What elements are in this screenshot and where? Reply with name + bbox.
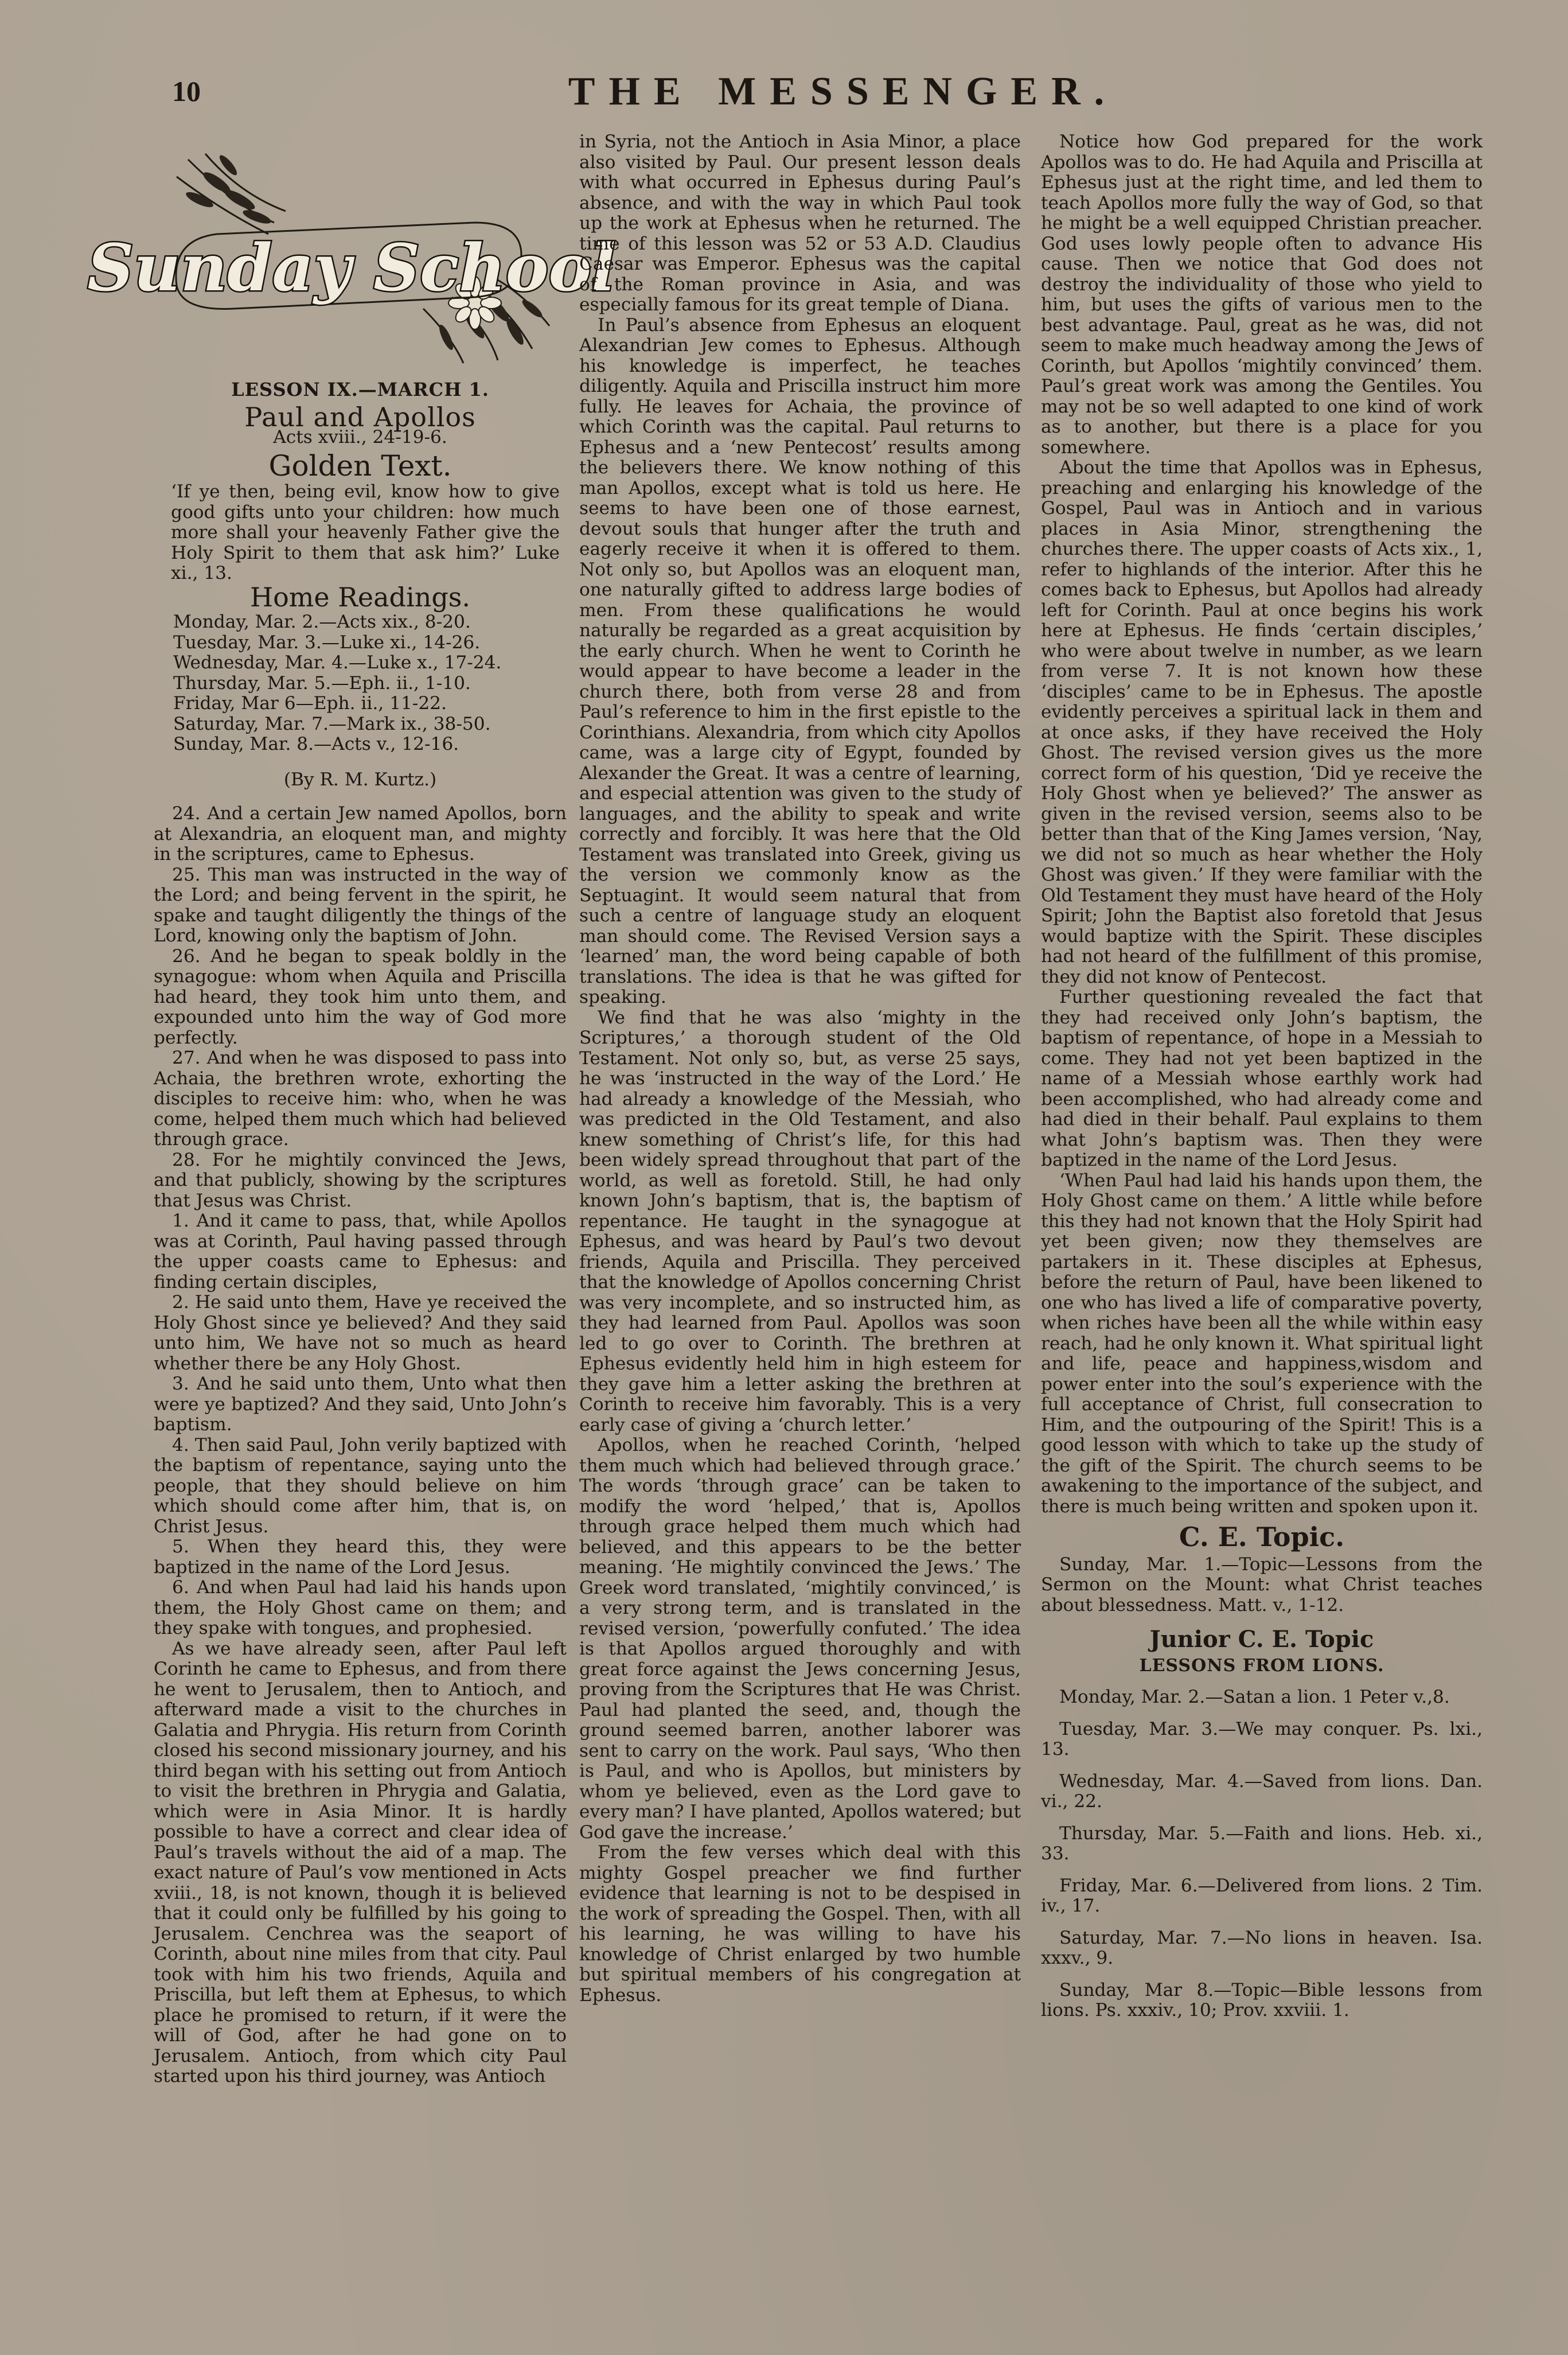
junior-topic-item [1041,1824,1483,1864]
commentary-paragraph: We find that he was also ‘mighty in the Scriptures,’ a thorough student of the Old Testament. Not only so, but, as verse 25 says, he was ‘instructed in the way of the Lord.’ He had already a knowledge of the Messiah, who was predicted in the Old Testament, and also knew something of Christ’s life, for this had been widely spread throughout that part of the world, as well as foretold. Still, he had only known John’s baptism, that is, the baptism of repentance. He taught in the synagogue at Ephesus, and was heard by Paul’s two devout friends, Aquila and Priscilla. They perceived that the knowledge of Apollos concerning Christ was very incomplete, and so instructed him, as they had learned from Paul. Apollos was soon led to go over to Corinth. The brethren at Ephesus evidently held him in high esteem for they gave him a letter asking the brethren at Corinth to receive him favorably. This is a very early case of giving a ‘church letter.’ [579,1007,1021,1435]
junior-topic-text: Saturday, Mar. 7.—No lions in heaven. Isa. xxxv., 9. [1041,1927,1483,1968]
reading-item: Saturday, Mar. 7.—Mark ix., 38-50. [173,713,491,734]
junior-topic-item [1041,1980,1483,2021]
verse-paragraph: 3. And he said unto them, Unto what then were ye baptized? And they said, Unto John’s baptism. [154,1373,567,1435]
reading-item: Tuesday, Mar. 3.—Luke xi., 14-26. [173,632,481,653]
reading-item: Sunday, Mar. 8.—Acts v., 12-16. [173,734,459,754]
lesson-title: Paul and Apollos [244,401,476,433]
reading-item: Monday, Mar. 2.—Acts xix., 8-20. [173,612,471,632]
junior-topic-text: Wednesday, Mar. 4.—Saved from lions. Dan. vi., 22. [1041,1770,1483,1812]
lesson-heading: LESSON IX.—MARCH 1. [231,379,489,400]
reading-item: Friday, Mar 6—Eph. ii., 11-22. [173,693,447,714]
junior-ce-heading: Junior C. E. Topic [1149,1626,1374,1653]
commentary-paragraph: in Syria, not the Antioch in Asia Minor, a place also visited by Paul. Our present lesson deals with what occurred in Ephesus during Paul’s absence, and with the way in which Paul took up the work at Ephesus when he returned. The time of this lesson was 52 or 53 A.D. Claudius Caesar was Emperor. Ephesus was the capital of the Roman province in Asia, and was especially famous for its great temple of Diana. [579,131,1021,315]
lesson-reference: Acts xviii., 24-19-6. [273,427,447,447]
commentary-paragraph: ‘When Paul had laid his hands upon them, the Holy Ghost came on them.’ A little while before this they had not known that the Holy Spirit had yet been given; now they themselves are partakers in it. These disciples at Ephesus, before the return of Paul, have been likened to one who has lived a life of comparative poverty, when riches have been all the while within easy reach, had he only known it. What spiritual light and life, peace and happiness,wisdom and power enter into the soul’s experience with the full acceptance of Christ, full consecration to Him, and the outpouring of the Spirit! This is a good lesson with which to take up the study of the gift of the Spirit. The church seems to be awakening to the importance of the subject, and there is much being written and spoken upon it. [1041,1170,1483,1517]
home-readings-list [154,612,567,755]
junior-ce-subheading: LESSONS FROM LIONS. [1139,1655,1384,1676]
junior-topic-text: Tuesday, Mar. 3.—We may conquer. Ps. lxi., 13. [1041,1718,1483,1760]
commentary-paragraph: In Paul’s absence from Ephesus an eloquent Alexandrian Jew comes to Ephesus. Although his knowledge is imperfect, he teaches diligently. Aquila and Priscilla instruct him more fully. He leaves for Achaia, the province of which Corinth was the capital. Paul returns to Ephesus and a ‘new Pentecost’ results among the believers there. We know nothing of this man Apollos, except what is told us here. He seems to have been one of those earnest, devout souls that hunger after the truth and eagerly receive it when it is offered to them. Not only so, but Apollos was an eloquent man, one naturally gifted to address large bodies of men. From these qualifications he would naturally be regarded as a great acquisition by the early church. When he went to Corinth he would appear to have become a leader in the church there, both from verse 28 and from Paul’s reference to him in the first epistle to the Corinthians. Alexandria, from which city Apollos came, was a large city of Egypt, founded by Alexander the Great. It was a centre of learning, and especial attention was given to the study of languages, and the ability to speak and write correctly and forcibly. It was here that the Old Testament was translated into Greek, giving us the version we commonly know as the Septuagint. It would seem natural that from such a centre of language study an eloquent man should come. The Revised Version says a ‘learned’ man, the word being capable of both translations. The idea is that he was gifted for speaking. [579,314,1021,1007]
junior-topic-item [1041,1687,1483,1708]
byline: (By R. M. Kurtz.) [283,769,437,790]
ce-topic-heading: C. E. Topic. [1179,1521,1345,1552]
verse-paragraph: 1. And it came to pass, that, while Apollos was at Corinth, Paul having passed through the upper coasts came to Ephesus: and finding certain disciples, [154,1210,567,1293]
column-3 [1041,132,1483,2033]
junior-topic-item [1041,1719,1483,1760]
verse-paragraph: 26. And he began to speak boldly in the synagogue: whom when Aquila and Priscilla had heard, they took him unto them, and expounded unto him the way of God more perfectly. [154,945,567,1048]
verse-paragraph: 28. For he mightily convinced the Jews, and that publicly, showing by the scriptures that Jesus was Christ. [154,1149,567,1211]
page-number: 10 [172,75,201,107]
junior-topic-text: Sunday, Mar 8.—Topic—Bible lessons from lions. Ps. xxxiv., 10; Prov. xxviii. 1. [1041,1979,1483,2021]
verse-paragraph: 27. And when he was disposed to pass into Achaia, the brethren wrote, exhorting the disciples to receive him: who, when he was come, helped them much which had believed through grace. [154,1048,567,1150]
column-2 [579,132,1021,2006]
verse-paragraph: 25. This man was instructed in the way of the Lord; and being fervent in the spirit, he spake and taught diligently the things of the Lord, knowing only the baptism of John. [154,864,567,946]
masthead: THE MESSENGER. [568,69,1118,114]
junior-topic-item [1041,1876,1483,1917]
commentary-paragraph: Further questioning revealed the fact that they had received only John’s baptism, the baptism of repentance, of hope in a Messiah to come. They had not yet been baptized in the name of a Messiah whose earthly work had been accomplished, who had already come and had died in their behalf. Paul explains to them what John’s baptism was. Then they were baptized in the name of the Lord Jesus. [1041,987,1483,1170]
verse-paragraph: 24. And a certain Jew named Apollos, born at Alexandria, an eloquent man, and mighty in the scriptures, came to Ephesus. [154,803,567,865]
reading-item: Wednesday, Mar. 4.—Luke x., 17-24. [173,652,502,673]
commentary-paragraph: Apollos, when he reached Corinth, ‘helped them much which had believed through grace.’ The words ‘through grace’ can be taken to modify the word ‘helped,’ that is, Apollos through grace helped them much which had believed, and this appears to be the better meaning. ‘He mightily convinced the Jews.’ The Greek word translated, ‘mightily convinced,’ is a very strong term, and is translated in the revised version, ‘powerfully confuted.’ The idea is that Apollos argued thoroughly and with great force against the Jews concerning Jesus, proving from the Scriptures that He was Christ. Paul had planted the seed, and, though the ground seemed barren, another laborer was sent to carry on the work. Paul says, ‘Who then is Paul, and who is Apollos, but ministers by whom ye believed, even as the Lord gave to every man? I have planted, Apollos watered; but God gave the increase.’ [579,1435,1021,1843]
sunday-school-logo [87,137,616,364]
reading-item: Thursday, Mar. 5.—Eph. ii., 1-10. [173,672,471,694]
home-readings-heading: Home Readings. [249,581,470,613]
junior-topic-item [1041,1928,1483,1969]
verse-paragraph: 4. Then said Paul, John verily baptized with the baptism of repentance, saying unto the people, that they should believe on him which should come after him, that is, on Christ Jesus. [154,1434,567,1537]
junior-topic-text: Friday, Mar. 6.—Delivered from lions. 2 Tim. iv., 17. [1041,1875,1483,1916]
commentary-paragraph: As we have already seen, after Paul left Corinth he came to Ephesus, and from there he went to Jerusalem, then to Antioch, and afterward made a visit to the churches in Galatia and Phrygia. His return from Corinth closed his second missionary journey, and his third began with his setting out from Antioch to visit the brethren in Phrygia and Galatia, which were in Asia Minor. It is hardly possible to have a correct and clear idea of Paul’s travels without the aid of a map. The exact nature of Paul’s vow mentioned in Acts xviii., 18, is not known, though it is believed that it could only be fulfilled by his going to Jerusalem. Cenchrea was the seaport of Corinth, about nine miles from that city. Paul took with him his two friends, Aquila and Priscilla, but left them at Ephesus, to which place he promised to return, if it were the will of God, after he had gone on to Jerusalem. Antioch, from which city Paul started upon his third journey, was Antioch [154,1638,567,2087]
junior-topic-text: Monday, Mar. 2.—Satan a lion. 1 Peter v.,8. [1059,1687,1450,1707]
junior-topic-item [1041,1772,1483,1812]
commentary-paragraph: From the few verses which deal with this mighty Gospel preacher we find further evidence that learning is not to be despised in the work of spreading the Gospel. Then, with all his learning, he was willing to have his knowledge of Christ enlarged by two humble but spiritual members of his congregation at Ephesus. [579,1842,1021,2006]
commentary-paragraph: About the time that Apollos was in Ephesus, preaching and enlarging his knowledge of the Gospel, Paul was in Antioch and in various places in Asia Minor, strengthening the churches there. The upper coasts of Acts xix., 1, refer to highlands of the interior. After this he comes back to Ephesus, but Apollos had already left for Corinth. Paul at once begins his work here at Ephesus. He finds ‘certain disciples,’ who were about twelve in number, as we learn from verse 7. It is not known how these ‘disciples’ came to be in Ephesus. The apostle evidently perceives a spiritual lack in them and at once asks, if they have received the Holy Ghost. The revised version gives us the more correct form of his question, ‘Did ye receive the Holy Ghost when ye believed?’ The answer as given in the revised version, seems also to be better than that of the King James version, ‘Nay, we did not so much as hear whether the Holy Ghost was given.’ If they were familiar with the Old Testament they must have heard of the Holy Spirit; John the Baptist also foretold that Jesus would baptize with the Spirit. These disciples had not heard of the fulfillment of this promise, they did not know of Pentecost. [1041,457,1483,987]
commentary-paragraph: Notice how God prepared for the work Apollos was to do. He had Aquila and Priscilla at Ephesus just at the right time, and led them to teach Apollos more fully the way of God, so that he might be a well equipped Christian preacher. God uses lowly people often to advance His cause. Then we notice that God does not destroy the individuality of those who yield to him, but uses the gifts of various men to the best advantage. Paul, great as he was, did not seem to make much headway among the Jews of Corinth, but Apollos ‘mightily convinced’ them. Paul’s great work was among the Gentiles. You may not be so well adapted to one kind of work as to another, but there is a place for you somewhere. [1041,131,1483,458]
column-1 [87,132,616,2087]
golden-text-heading: Golden Text. [268,449,452,482]
logo-lettering: Sunday School [87,231,616,306]
sunday-school-illustration [87,137,616,364]
verse-paragraph: 5. When they heard this, they were baptized in the name of the Lord Jesus. [154,1536,567,1578]
golden-text: ‘If ye then, being evil, know how to give good gifts unto your children: how much more shall your heavenly Father give the Holy Spirit to them that ask him?’ Luke xi., 13. [171,481,560,583]
junior-topic-text: Thursday, Mar. 5.—Faith and lions. Heb. xi., 33. [1041,1823,1483,1864]
ce-topic-text: Sunday, Mar. 1.—Topic—Lessons from the Sermon on the Mount: what Christ teaches about blessedness. Matt. v., 1-12. [1041,1554,1483,1616]
verse-paragraph: 2. He said unto them, Have ye received the Holy Ghost since ye believed? And they said unto him, We have not so much as heard whether there be any Holy Ghost. [154,1292,567,1374]
verse-paragraph: 6. And when Paul had laid his hands upon them, the Holy Ghost came on them; and they spake with tongues, and prophesied. [154,1577,567,1638]
